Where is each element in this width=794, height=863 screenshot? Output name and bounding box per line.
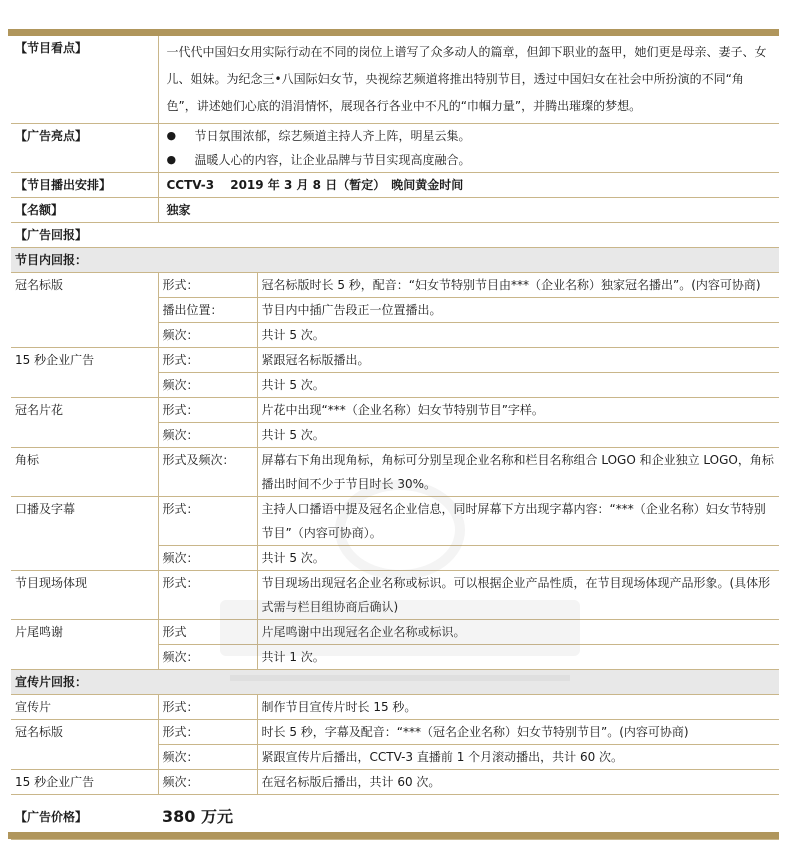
- quota-label: 【名额】: [11, 198, 158, 223]
- row-field-label: 频次：: [158, 323, 257, 348]
- intro-text: 一代代中国妇女用实际行动在不同的岗位上谱写了众多动人的篇章，但卸下职业的盔甲，她们更是母亲、妻子、女儿、姐妹。为纪念三•八国际妇女节，央视综艺频道将推出特别节目，透过中国妇女在社会中所扮演的不同“角色”，讲述她们心底的涓涓情怀，展现各行各业中不凡的“巾帼力量”，并腾出璀璨的梦想。: [158, 36, 779, 124]
- row-description: 片花中出现“***（企业名称）妇女节特别节目”字样。: [257, 398, 779, 423]
- row-field-label: 频次：: [158, 745, 257, 770]
- row-field-label: 频次：: [158, 645, 257, 670]
- row-field-label: 频次：: [158, 546, 257, 571]
- row-description: 共计 5 次。: [257, 323, 779, 348]
- highlights-row: [11, 124, 779, 173]
- intro-label: 【节目看点】: [11, 36, 158, 124]
- row-field-label: 形式：: [158, 571, 257, 620]
- returns-label: 【广告回报】: [11, 223, 779, 248]
- table-row: [11, 497, 779, 546]
- row-item-label: 15 秒企业广告: [11, 348, 158, 398]
- row-description: 共计 1 次。: [257, 645, 779, 670]
- intro-row: [11, 36, 779, 124]
- table-row: [11, 620, 779, 645]
- row-field-label: 形式：: [158, 273, 257, 298]
- row-field-label: 形式：: [158, 720, 257, 745]
- table-row: [11, 720, 779, 745]
- row-description: 节目内中插广告段正一位置播出。: [257, 298, 779, 323]
- row-item-label: 冠名标版: [11, 273, 158, 348]
- row-description: 时长 5 秒，字幕及配音：“***（冠名企业名称）妇女节特别节目”。(内容可协商): [257, 720, 779, 745]
- quota-value: 独家: [158, 198, 779, 223]
- row-description: 冠名标版时长 5 秒，配音：“妇女节特别节目由***（企业名称）独家冠名播出”。(内容可协商): [257, 273, 779, 298]
- bullet-icon: ●: [166, 129, 177, 142]
- table-row: [11, 273, 779, 298]
- promo-header: 宣传片回报：: [11, 670, 779, 695]
- row-item-label: 角标: [11, 448, 158, 497]
- row-item-label: 15 秒企业广告: [11, 770, 158, 795]
- quota-row: [11, 198, 779, 223]
- promo-header-row: [11, 670, 779, 695]
- in-program-header: 节目内回报：: [11, 248, 779, 273]
- table-row: [11, 348, 779, 373]
- table-row: [11, 770, 779, 795]
- row-item-label: 冠名片花: [11, 398, 158, 448]
- row-field-label: 频次：: [158, 373, 257, 398]
- row-description: 节目现场出现冠名企业名称或标识。可以根据企业产品性质，在节目现场体现产品形象。(具体形式需与栏目组协商后确认): [257, 571, 779, 620]
- row-description: 紧跟冠名标版播出。: [257, 348, 779, 373]
- highlight-item: ● 温暖人心的内容，让企业品牌与节目实现高度融合。: [167, 148, 772, 172]
- row-field-label: 形式：: [158, 348, 257, 373]
- ad-proposal-table: [11, 36, 779, 840]
- bottom-gold-bar: [8, 832, 779, 839]
- table-row: [11, 695, 779, 720]
- in-program-header-row: [11, 248, 779, 273]
- price-value: 380 万元: [158, 795, 779, 840]
- highlights-label: 【广告亮点】: [11, 124, 158, 173]
- row-description: 共计 5 次。: [257, 423, 779, 448]
- returns-row: [11, 223, 779, 248]
- row-field-label: 形式：: [158, 398, 257, 423]
- row-field-label: 形式：: [158, 497, 257, 546]
- table-row: [11, 571, 779, 620]
- row-item-label: 片尾鸣谢: [11, 620, 158, 670]
- row-field-label: 形式: [158, 620, 257, 645]
- bullet-icon: ●: [166, 153, 177, 166]
- table-row: [11, 398, 779, 423]
- schedule-value: CCTV-3 2019 年 3 月 8 日（暂定） 晚间黄金时间: [158, 173, 779, 198]
- price-label: 【广告价格】: [11, 795, 158, 840]
- row-description: 在冠名标版后播出，共计 60 次。: [257, 770, 779, 795]
- table-row: [11, 448, 779, 497]
- row-description: 片尾鸣谢中出现冠名企业名称或标识。: [257, 620, 779, 645]
- highlight-item: ● 节日氛围浓郁，综艺频道主持人齐上阵，明星云集。: [167, 124, 772, 148]
- row-item-label: 节目现场体现: [11, 571, 158, 620]
- row-field-label: 形式及频次：: [158, 448, 257, 497]
- row-field-label: 播出位置：: [158, 298, 257, 323]
- row-field-label: 频次：: [158, 423, 257, 448]
- row-field-label: 形式：: [158, 695, 257, 720]
- row-description: 共计 5 次。: [257, 373, 779, 398]
- row-description: 主持人口播语中提及冠名企业信息，同时屏幕下方出现字幕内容：“***（企业名称）妇女节特别节目”（内容可协商）。: [257, 497, 779, 546]
- schedule-label: 【节目播出安排】: [11, 173, 158, 198]
- row-item-label: 宣传片: [11, 695, 158, 720]
- top-gold-bar: [8, 29, 779, 36]
- row-field-label: 频次：: [158, 770, 257, 795]
- row-description: 制作节目宣传片时长 15 秒。: [257, 695, 779, 720]
- schedule-row: [11, 173, 779, 198]
- row-description: 紧跟宣传片后播出，CCTV-3 直播前 1 个月滚动播出，共计 60 次。: [257, 745, 779, 770]
- row-description: 共计 5 次。: [257, 546, 779, 571]
- row-description: 屏幕右下角出现角标，角标可分别呈现企业名称和栏目名称组合 LOGO 和企业独立 LOGO，角标播出时间不少于节目时长 30%。: [257, 448, 779, 497]
- row-item-label: 口播及字幕: [11, 497, 158, 571]
- row-item-label: 冠名标版: [11, 720, 158, 770]
